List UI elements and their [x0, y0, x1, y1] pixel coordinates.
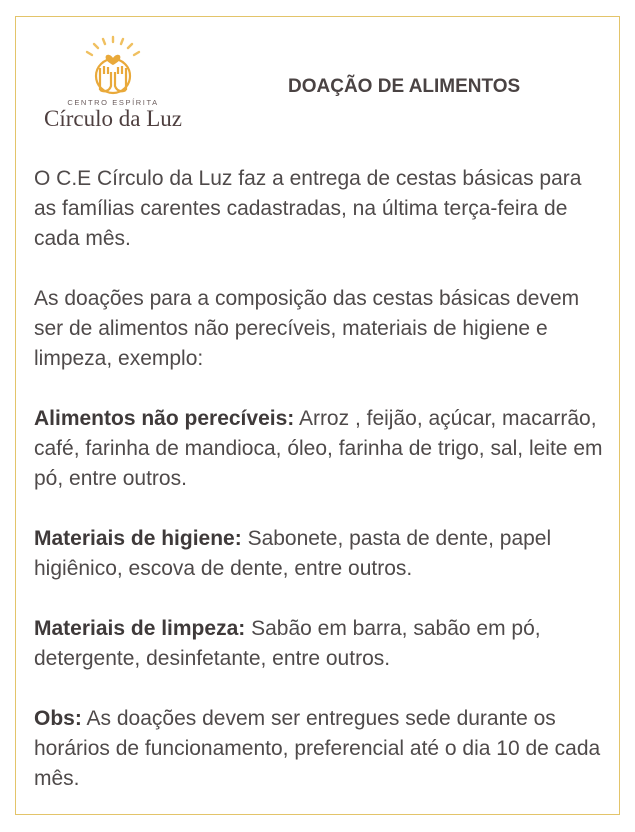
paragraph-label: Materiais de higiene:: [34, 527, 242, 550]
paragraph-text: Sabão em barra, sabão em pó, detergente, desinfetante, entre outros.: [34, 617, 541, 670]
paragraph-text: Arroz , feijão, açúcar, macarrão, café, farinha de mandioca, óleo, farinha de trigo, sal, leite em pó, entre outros.: [34, 407, 603, 490]
paragraph-text: As doações devem ser entregues sede durante os horários de funcionamento, preferencial até o dia 10 de cada mês.: [34, 707, 601, 790]
paragraph-hygiene: [34, 524, 604, 584]
paragraph-text: O C.E Círculo da Luz faz a entrega de cestas básicas para as famílias carentes cadastradas, na última terça-feira de cada mês.: [34, 167, 582, 250]
content-body: [34, 164, 604, 824]
logo-name: Círculo da Luz: [44, 106, 182, 131]
paragraph-cleaning: [34, 614, 604, 674]
hands-heart-icon: [73, 34, 153, 96]
paragraph-label: Materiais de limpeza:: [34, 617, 246, 640]
page-title: DOAÇÃO DE ALIMENTOS: [288, 76, 521, 97]
paragraph-intro: [34, 164, 604, 254]
logo: [38, 34, 188, 134]
paragraph-text: Sabonete, pasta de dente, papel higiênico, escova de dente, entre outros.: [34, 527, 552, 580]
paragraph-food: [34, 404, 604, 494]
paragraph-composition: [34, 284, 604, 374]
logo-subtitle: CENTRO ESPÍRITA: [67, 98, 159, 107]
paragraph-text: As doações para a composição das cestas básicas devem ser de alimentos não perecíveis, materiais de higiene e limpeza, exemplo:: [34, 287, 580, 370]
paragraph-obs: [34, 704, 604, 794]
paragraph-label: Alimentos não perecíveis:: [34, 407, 295, 430]
paragraph-label: Obs:: [34, 707, 82, 730]
